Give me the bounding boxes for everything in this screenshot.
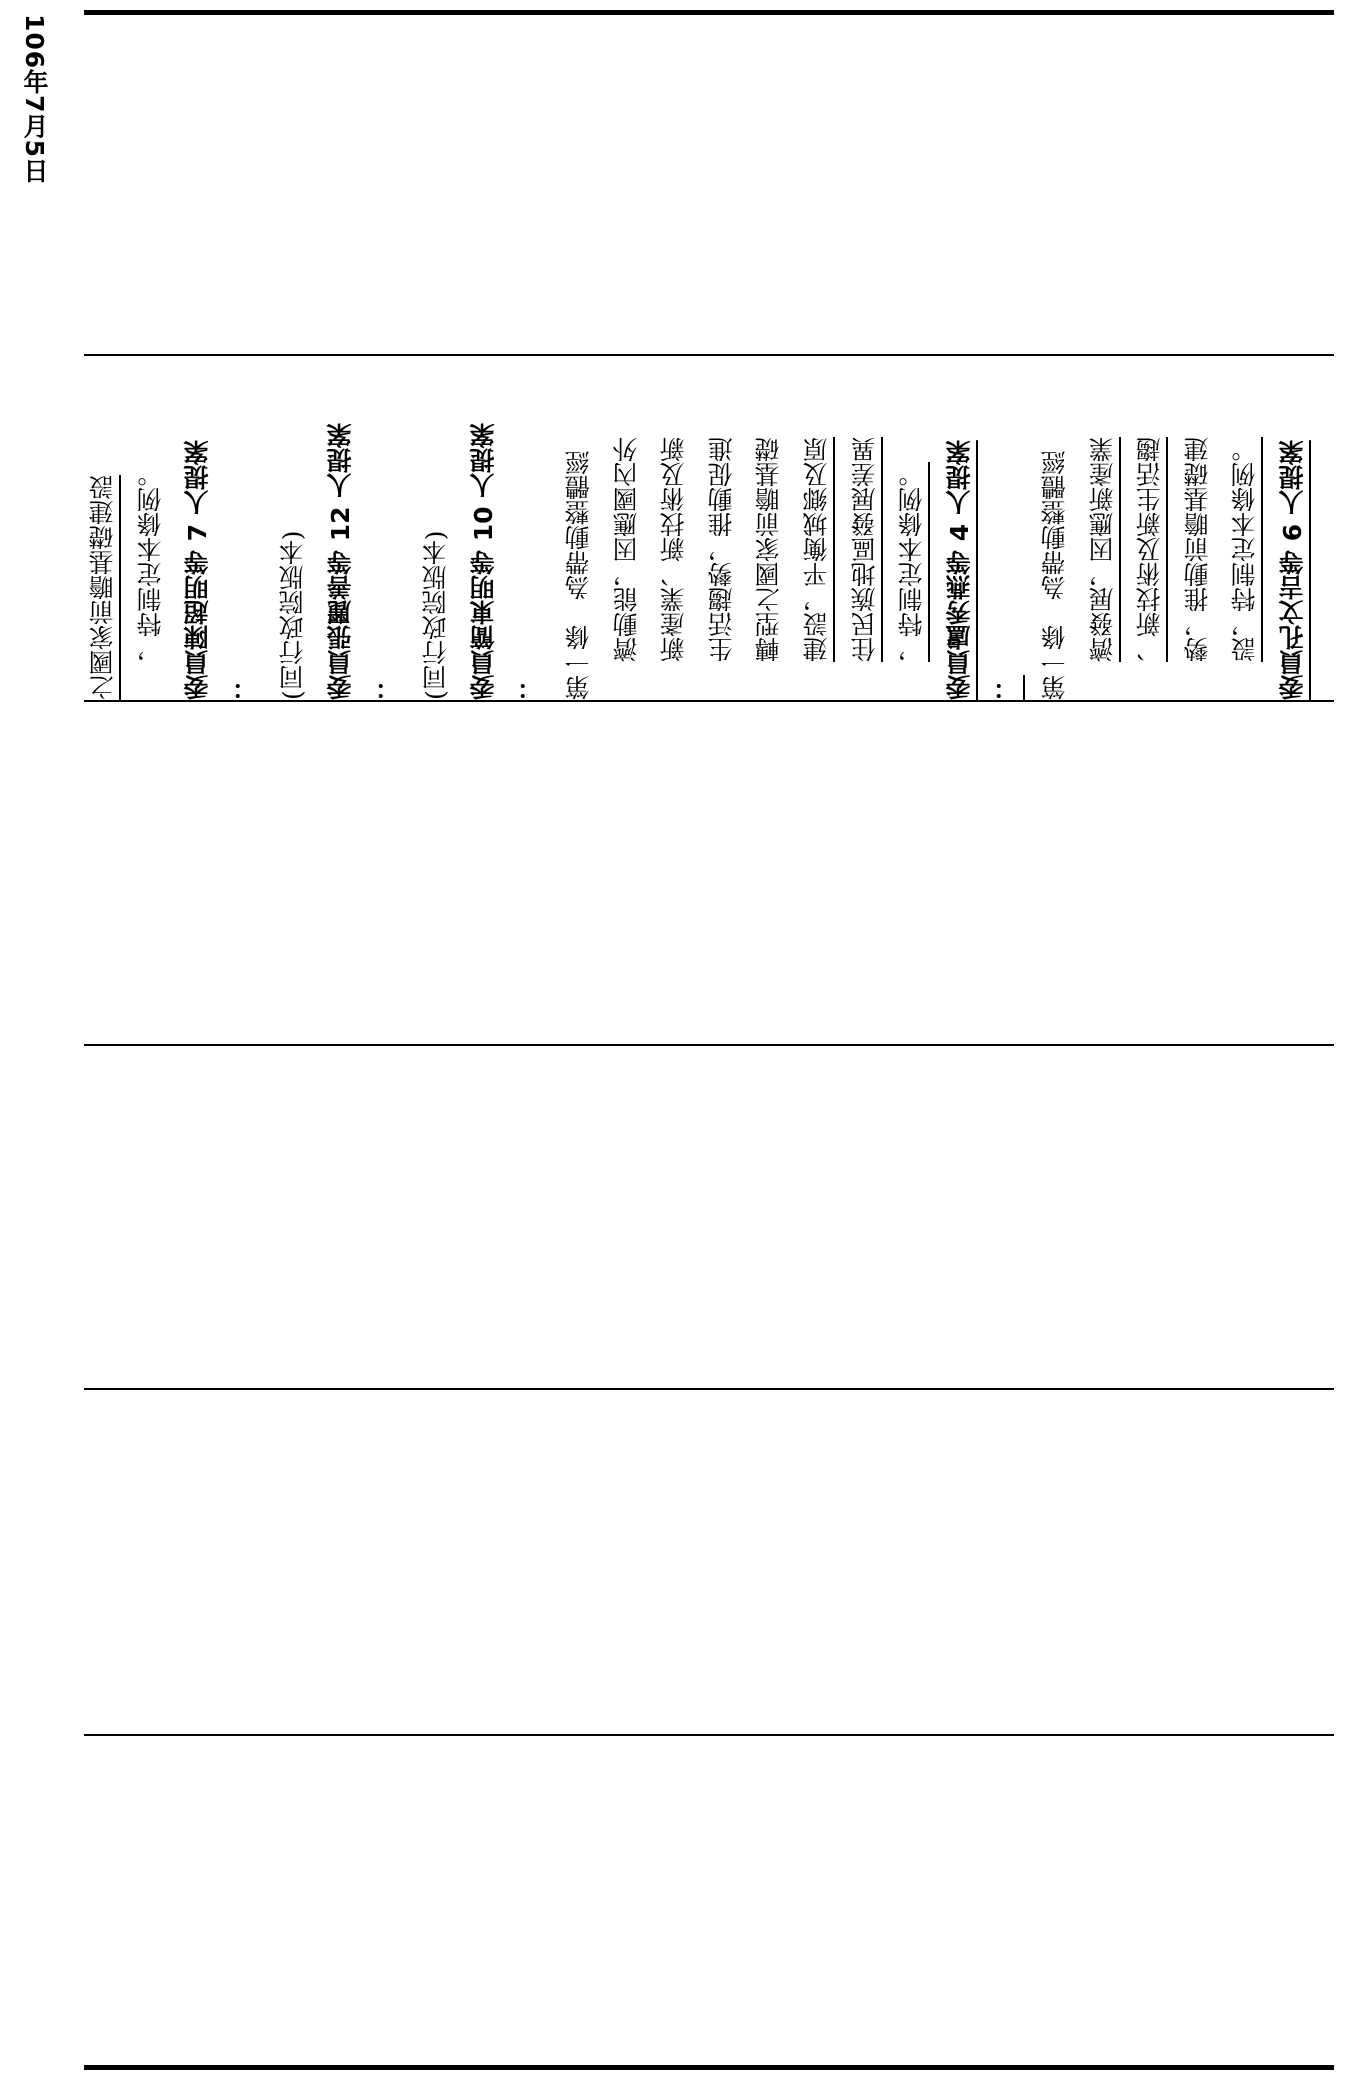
text-line: 之國家前瞻基礎建設 [88,475,117,700]
text-line: (同行政院版本) [421,530,451,700]
text-line: 轉型之國家前瞻基礎 [754,437,784,662]
proposer-line: ： [373,675,403,700]
proposal-text-cell [90,360,1330,700]
table-row-rule [84,1044,1334,1046]
proposer-line: 委員陳超明等 7 人提案 [183,440,213,700]
text-line: 新產業、新技術及新 [659,437,689,662]
table-row-rule [84,1734,1334,1736]
text-line: 濟發展，因應新產業 [1087,437,1117,662]
proposer-line: ： [230,675,260,700]
text-line: 設，特制定本條例。 [1230,437,1260,662]
text-line: ，特制定本條例。 [897,462,927,662]
text-line: (同行政院版本) [278,530,308,700]
text-line: 濟動能，因應國內外 [611,437,641,662]
table-top-rule [84,10,1334,15]
text-line: 第一條 為帶動整體經 [564,450,593,700]
text-line: 住民族地區發展差異 [849,437,879,662]
proposer-line: 委員簡東明等 10 人提案 [468,422,498,700]
proposer-line: ： [992,675,1022,700]
page-date: 106年7月5日 [20,14,49,184]
text-line: 勢，推動前瞻基礎建 [1182,437,1212,662]
text-line: 第一條 為帶動整體經 [1040,450,1069,700]
proposer-line: 委員張麗善等 12 人提案 [326,422,355,700]
proposer-line: 委員盧秀燕等 4 人提案 [944,440,974,700]
text-line: ，特制定本條例。 [135,462,165,662]
comparison-table [84,10,1334,2070]
text-line: 生活趨勢，推動促進 [706,437,736,662]
proposer-line: 委員孔文吉等 6 人提案 [1278,440,1307,700]
table-row-rule [84,700,1334,702]
table-row-rule [84,1388,1334,1390]
table-row-rule [84,354,1334,356]
table-bottom-rule [84,2065,1334,2070]
proposer-line: ： [516,675,546,700]
text-line: 、新技術及新生活趨 [1135,437,1165,662]
text-line: 建設，平衡城鄉及原 [802,437,831,662]
